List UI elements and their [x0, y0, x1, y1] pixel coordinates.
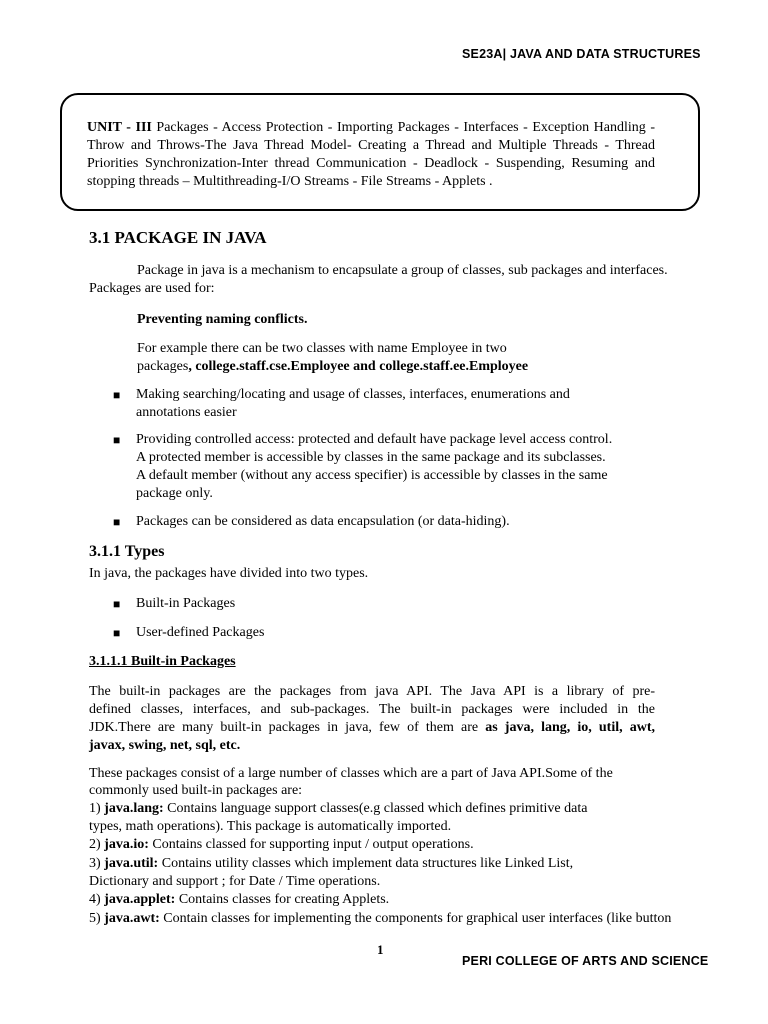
- example-line-1: For example there can be two classes with name Employee in two: [137, 341, 507, 356]
- item-number: 3): [89, 856, 101, 871]
- bullet-icon: ■: [113, 515, 121, 529]
- bullet-icon: ■: [113, 433, 121, 447]
- package-name: java.io:: [104, 837, 149, 852]
- package-desc-cont: Dictionary and support ; for Date / Time operations.: [89, 874, 381, 889]
- page-number: 1: [377, 942, 384, 957]
- bullet-item-3: [136, 513, 510, 531]
- unit-label: UNIT - III: [87, 120, 152, 135]
- unit-summary-text: [87, 119, 655, 191]
- section-heading-3-1-1-1: 3.1.1.1 Built-in Packages: [89, 654, 236, 669]
- package-item-1: [89, 800, 587, 836]
- intro-line-1: Package in java is a mechanism to encapsulate a group of classes, sub packages and interfaces.: [137, 263, 668, 278]
- bullet-icon: ■: [113, 597, 121, 611]
- package-name: java.util:: [104, 856, 159, 871]
- bullet-item-2-line-3: A default member (without any access specifier) is accessible by classes in the same: [136, 468, 608, 483]
- example-line-2-bold: , college.staff.cse.Employee and college.staff.ee.Employee: [188, 359, 529, 374]
- builtin-para-1-line-3: [89, 719, 655, 737]
- example-line-2-plain: packages: [137, 359, 189, 374]
- item-number: 5): [89, 911, 101, 926]
- builtin-para-2-line-2: commonly used built-in packages are:: [89, 783, 303, 798]
- unit-summary-box: [60, 93, 700, 211]
- package-desc-cont: types, math operations). This package is automatically imported.: [89, 819, 452, 834]
- types-bullet-2: User-defined Packages: [136, 625, 265, 640]
- bullet-item-1-line-1: Making searching/locating and usage of classes, interfaces, enumerations and: [136, 387, 570, 402]
- bullet-item-2-line-2: A protected member is accessible by classes in the same package and its subclasses.: [136, 450, 606, 465]
- sub-heading-naming-conflicts: Preventing naming conflicts.: [137, 312, 308, 327]
- types-intro: In java, the packages have divided into two types.: [89, 566, 369, 581]
- package-desc: Contains utility classes which implement data structures like Linked List,: [158, 856, 574, 871]
- package-desc: Contain classes for implementing the components for graphical user interfaces (like button: [159, 911, 672, 926]
- types-bullet-1: Built-in Packages: [136, 596, 236, 611]
- package-desc: Contains classes for creating Applets.: [175, 892, 390, 907]
- bullet-icon: ■: [113, 626, 121, 640]
- item-number: 1): [89, 801, 101, 816]
- unit-topics: Packages - Access Protection - Importing Packages - Interfaces - Exception Handling - Throw and Throws-The Java Thread Model- Creating a Thread and Multiple Threads - Thread Priorities Synchronization-Inter thread Communication - Deadlock - Suspending, Resuming and stopping threads – Multithreading-I/O Streams - File Streams - Applets .: [87, 120, 655, 189]
- builtin-para-1: [89, 683, 655, 755]
- bullet-item-2-line-4: package only.: [136, 486, 213, 501]
- bullet-icon: ■: [113, 388, 121, 402]
- bullet-item-2: [136, 431, 612, 503]
- package-name: java.awt:: [104, 911, 160, 926]
- package-item-4: [89, 891, 389, 909]
- package-item-3: [89, 855, 573, 891]
- builtin-para-1-line-1: The built-in packages are the packages from java API. The Java API is a library of pre-: [89, 684, 655, 699]
- package-name: java.applet:: [104, 892, 176, 907]
- builtin-para-1-line-2: defined classes, interfaces, and sub-packages. The built-in packages were included in the: [89, 702, 655, 717]
- example-line-2: [137, 358, 528, 376]
- builtin-para-1-line-3-bold: as java, lang, io, util, awt,: [485, 720, 655, 735]
- package-desc: Contains classed for supporting input / output operations.: [148, 837, 474, 852]
- bullet-item-2-line-1: Providing controlled access: protected and default have package level access control.: [136, 432, 613, 447]
- package-item-5: [89, 910, 671, 928]
- item-number: 4): [89, 892, 101, 907]
- section-heading-3-1-1: 3.1.1 Types: [89, 543, 165, 560]
- package-desc: Contains language support classes(e.g classed which defines primitive data: [163, 801, 588, 816]
- bullet-item-1-line-2: annotations easier: [136, 405, 237, 420]
- builtin-para-1-line-4: javax, swing, net, sql, etc.: [89, 738, 241, 753]
- running-footer: PERI COLLEGE OF ARTS AND SCIENCE: [462, 954, 709, 968]
- bullet-item-3-line-1: Packages can be considered as data encapsulation (or data-hiding).: [136, 514, 510, 529]
- builtin-para-2-line-1: These packages consist of a large number of classes which are a part of Java API.Some of the: [89, 766, 613, 781]
- package-item-2: [89, 836, 474, 854]
- package-name: java.lang:: [104, 801, 164, 816]
- intro-line-2: Packages are used for:: [89, 281, 215, 296]
- bullet-item-1: [136, 386, 570, 422]
- builtin-para-1-line-3-plain: JDK.There are many built-in packages in java, few of them are: [89, 720, 486, 735]
- item-number: 2): [89, 837, 101, 852]
- running-header: SE23A| JAVA AND DATA STRUCTURES: [462, 47, 701, 61]
- section-heading-3-1: 3.1 PACKAGE IN JAVA: [89, 228, 267, 247]
